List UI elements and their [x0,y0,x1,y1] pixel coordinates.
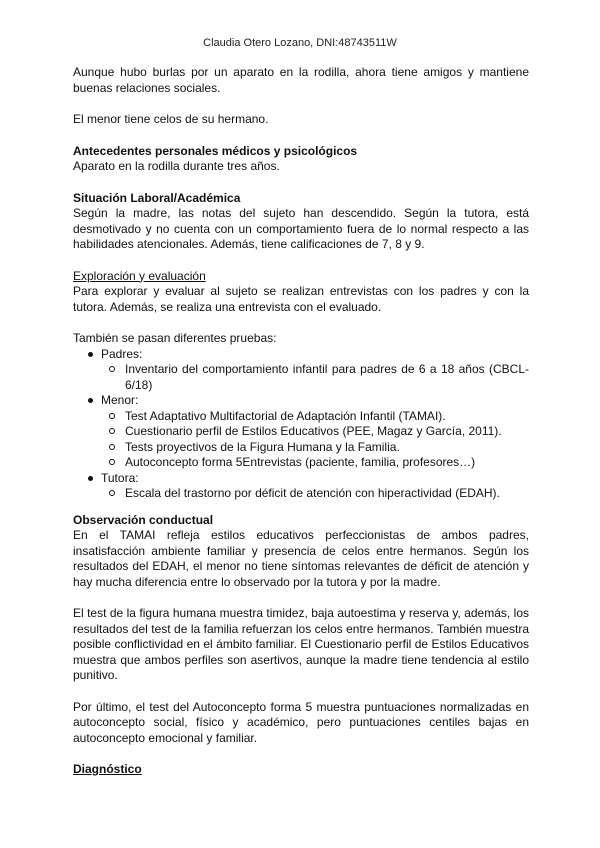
paragraph: En el TAMAI refleja estilos educativos perfeccionistas de ambos padres, insatisfacción ambiente familiar y presencia de celos entre hermanos. Según los resultados del EDAH, el menor no tiene síntomas relevantes de déficit de atención y hay mucha diferencia entre lo observado por la tutora y por la madre. [73,528,529,589]
list-item-label: Padres: [101,346,143,361]
paragraph: El test de la figura humana muestra timidez, baja autoestima y reserva y, además, los resultados del test de la familia refuerzan los celos entre hermanos. También muestra posible conflictividad en el ámbito familiar. El Cuestionario perfil de Estilos Educativos muestra que ambos perfiles son asertivos, aunque la madre tiene tendencia al estilo punitivo. [73,606,529,682]
list-item-label: Menor: [101,393,139,407]
document-body [73,65,529,778]
list-item: Cuestionario perfil de Estilos Educativos (PEE, Magaz y García, 2011). [101,424,529,440]
paragraph: Según la madre, las notas del sujeto han descendido. Según la tutora, está desmotivado y no cuenta con un comportamiento fuera de lo normal respecto a las habilidades atencionales. Además, tiene calificaciones de 7, 8 y 9. [73,206,529,251]
heading-observacion: Observación conductual [73,512,214,527]
list-item [73,471,529,502]
paragraph: Aparato en la rodilla durante tres años. [73,159,280,173]
list-item: Tests proyectivos de la Figura Humana y la Familia. [101,440,529,456]
page-header: Claudia Otero Lozano, DNI:48743511W [203,37,397,49]
tests-list [73,347,529,502]
list-item: Inventario del comportamiento infantil para padres de 6 a 18 años (CBCL-6/18) [101,362,529,393]
list-item: Escala del trastorno por déficit de atención con hiperactividad (EDAH). [101,486,529,502]
paragraph: Aunque hubo burlas por un aparato en la rodilla, ahora tiene amigos y mantiene buenas relaciones sociales. [73,65,529,95]
list-item [73,347,529,394]
list-item: Test Adaptativo Multifactorial de Adaptación Infantil (TAMAI). [101,409,529,425]
heading-exploracion: Exploración y evaluación [73,268,206,283]
list-item [73,393,529,471]
paragraph: El menor tiene celos de su hermano. [73,112,269,126]
heading-situacion-laboral: Situación Laboral/Académica [73,190,241,205]
heading-diagnostico: Diagnóstico [73,762,142,776]
paragraph: Para explorar y evaluar al sujeto se realizan entrevistas con los padres y con la tutora. Además, se realiza una entrevista con el evaluado. [73,284,529,314]
paragraph: Por último, el test del Autoconcepto forma 5 muestra puntuaciones normalizadas en autoconcepto social, físico y académico, pero puntuaciones centiles bajas en autoconcepto emocional y familiar. [73,699,529,745]
heading-antecedentes: Antecedentes personales médicos y psicológicos [73,143,358,158]
list-item: Autoconcepto forma 5Entrevistas (paciente, familia, profesores…) [101,455,529,471]
paragraph: También se pasan diferentes pruebas: [73,331,277,345]
list-item-label: Tutora: [101,470,139,485]
